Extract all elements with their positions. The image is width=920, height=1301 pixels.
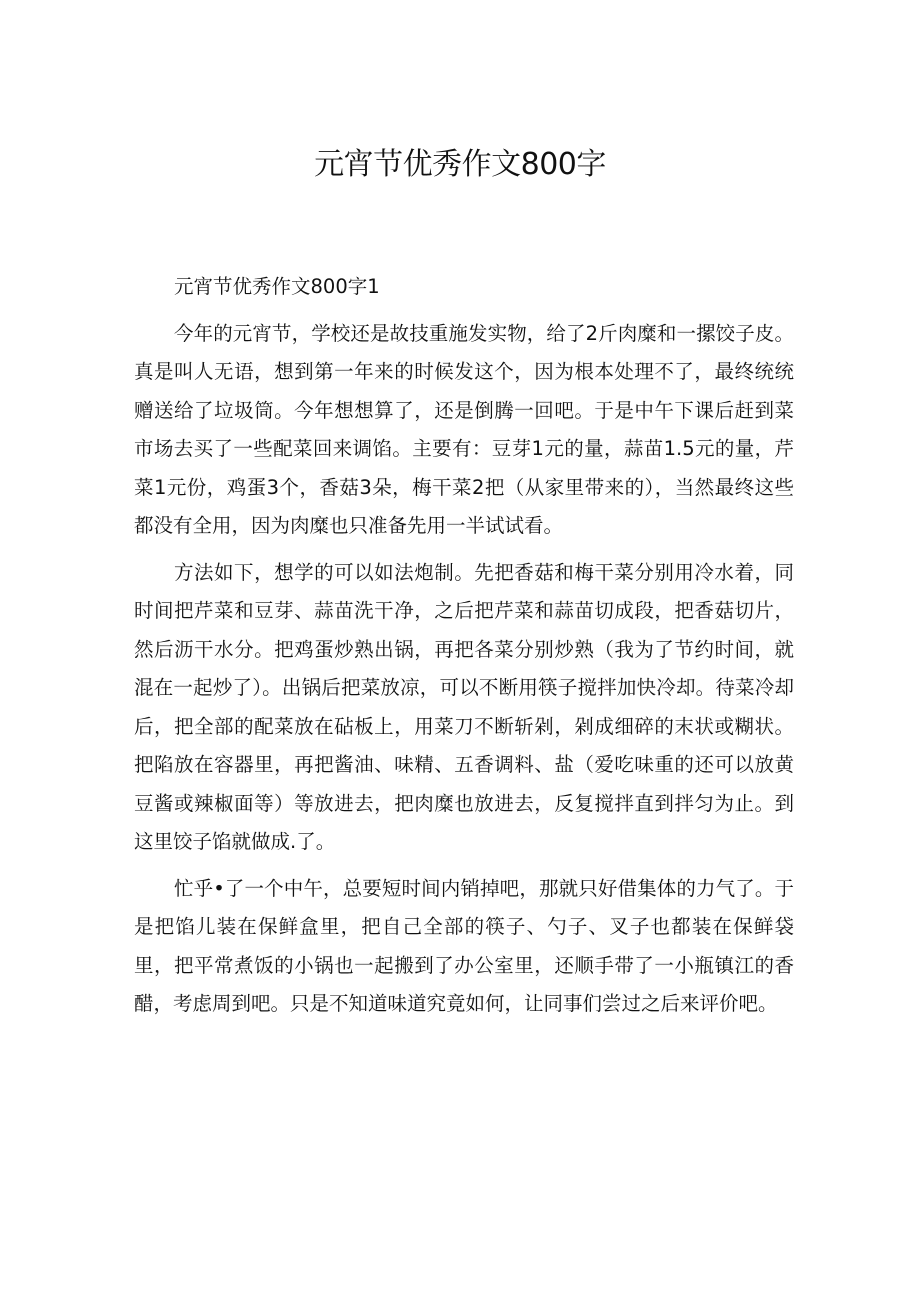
document-title: 元宵节优秀作文800字 — [314, 147, 606, 182]
paragraph-3: 忙乎•了一个中午，总要短时间内销掉吧，那就只好借集体的力气了。于是把馅儿装在保鲜盒里，把自己全部的筷子、勺子、叉子也都装在保鲜袋里，把平常煮饭的小锅也一起搬到了办公室里，还顺手带了一小瓶镇江的香醋，考虑周到吧。只是不知道味道究竟如何，让同事们尝过之后来评价吧。 — [134, 876, 794, 1015]
document-body — [134, 268, 794, 1032]
paragraph-1: 今年的元宵节，学校还是故技重施发实物，给了2斤肉糜和一摞饺子皮。真是叫人无语，想到第一年来的时候发这个，因为根本处理不了，最终统统赠送给了垃圾筒。今年想想算了，还是倒腾一回吧。于是中午下课后赶到菜市场去买了一些配菜回来调馅。主要有：豆芽1元的量，蒜苗1.5元的量，芹菜1元份，鸡蛋3个，香菇3朵，梅干菜2把（从家里带来的），当然最终这些都没有全用，因为肉糜也只准备先用一半试试看。 — [134, 321, 794, 537]
paragraph-2: 方法如下，想学的可以如法炮制。先把香菇和梅干菜分别用冷水着，同时间把芹菜和豆芽、蒜苗洗干净，之后把芹菜和蒜苗切成段，把香菇切片，然后沥干水分。把鸡蛋炒熟出锅，再把各菜分别炒熟（我为了节约时间，就混在一起炒了）。出锅后把菜放凉，可以不断用筷子搅拌加快冷却。待菜冷却后，把全部的配菜放在砧板上，用菜刀不断斩剁，剁成细碎的末状或糊状。把陷放在容器里，再把酱油、味精、五香调料、盐（爱吃味重的还可以放黄豆酱或辣椒面等）等放进去，把肉糜也放进去，反复搅拌直到拌匀为止。到这里饺子馅就做成.了。 — [134, 560, 794, 853]
section-subtitle: 元宵节优秀作文800字1 — [174, 275, 380, 298]
